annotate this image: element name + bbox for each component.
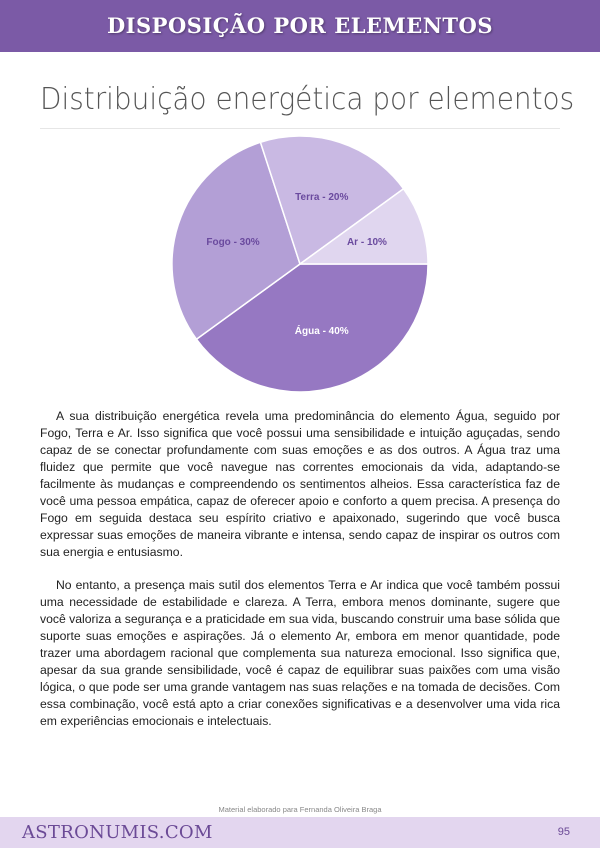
header-title: DISPOSIÇÃO POR ELEMENTOS (106, 13, 494, 38)
pie-label-3: Ar - 10% (346, 237, 387, 249)
title-divider (40, 128, 560, 129)
element-pie-chart (170, 133, 430, 395)
body-paragraph-2: No entanto, a presença mais sutil dos elementos Terra e Ar indica que você também possui uma necessidade de estabilidade e clareza. A Terra, embora menos dominante, sugere que você valoriza a segurança e a praticidade em sua vida, buscando construir uma base sólida que suporte suas emoções e aspirações. Já o elemento Ar, embora em menor quantidade, pode trazer uma abordagem racional que complementa sua natureza emocional. Isso significa que, apesar da sua grande sensibilidade, você é capaz de equilibrar suas paixões com uma visão lógica, o que pode ser uma grande vantagem nas suas relações e na tomada de decisões. Com essa combinação, você está apto a criar conexões significativas e a desenvolver uma vida rica em experiências emocionais e intelectuais. (40, 578, 560, 728)
page-header (0, 0, 600, 52)
body-text (40, 408, 560, 746)
pie-label-0: Água - 40% (294, 325, 349, 337)
pie-label-2: Terra - 20% (295, 192, 349, 204)
body-paragraph-1: A sua distribuição energética revela uma predominância do elemento Água, seguido por Fogo, Terra e Ar. Isso significa que você possui uma sensibilidade e intuição aguçadas, sendo capaz de se conectar profundamente com suas emoções e as dos outros. A Água traz uma fluidez que permite que você navegue nas correntes emocionais da vida, adaptando-se facilmente às mudanças e compreendendo os sentimentos alheios. Essa característica faz de você uma pessoa empática, capaz de oferecer apoio e conforto a quem precisa. A presença do Fogo em seguida destaca seu espírito criativo e apaixonado, sugerindo que você busca expressar suas emoções de maneira vibrante e intensa, sendo capaz de inspirar os outros com sua energia e entusiasmo. (40, 409, 560, 559)
section-title: Distribuição energética por elementos (40, 82, 575, 117)
page-footer (0, 817, 600, 848)
brand-logo-text: ASTRONUMIS.COM (22, 822, 213, 843)
page-number: 95 (557, 826, 570, 838)
pie-label-1: Fogo - 30% (206, 237, 260, 249)
credit-line: Material elaborado para Fernanda Oliveira Braga (218, 805, 382, 814)
